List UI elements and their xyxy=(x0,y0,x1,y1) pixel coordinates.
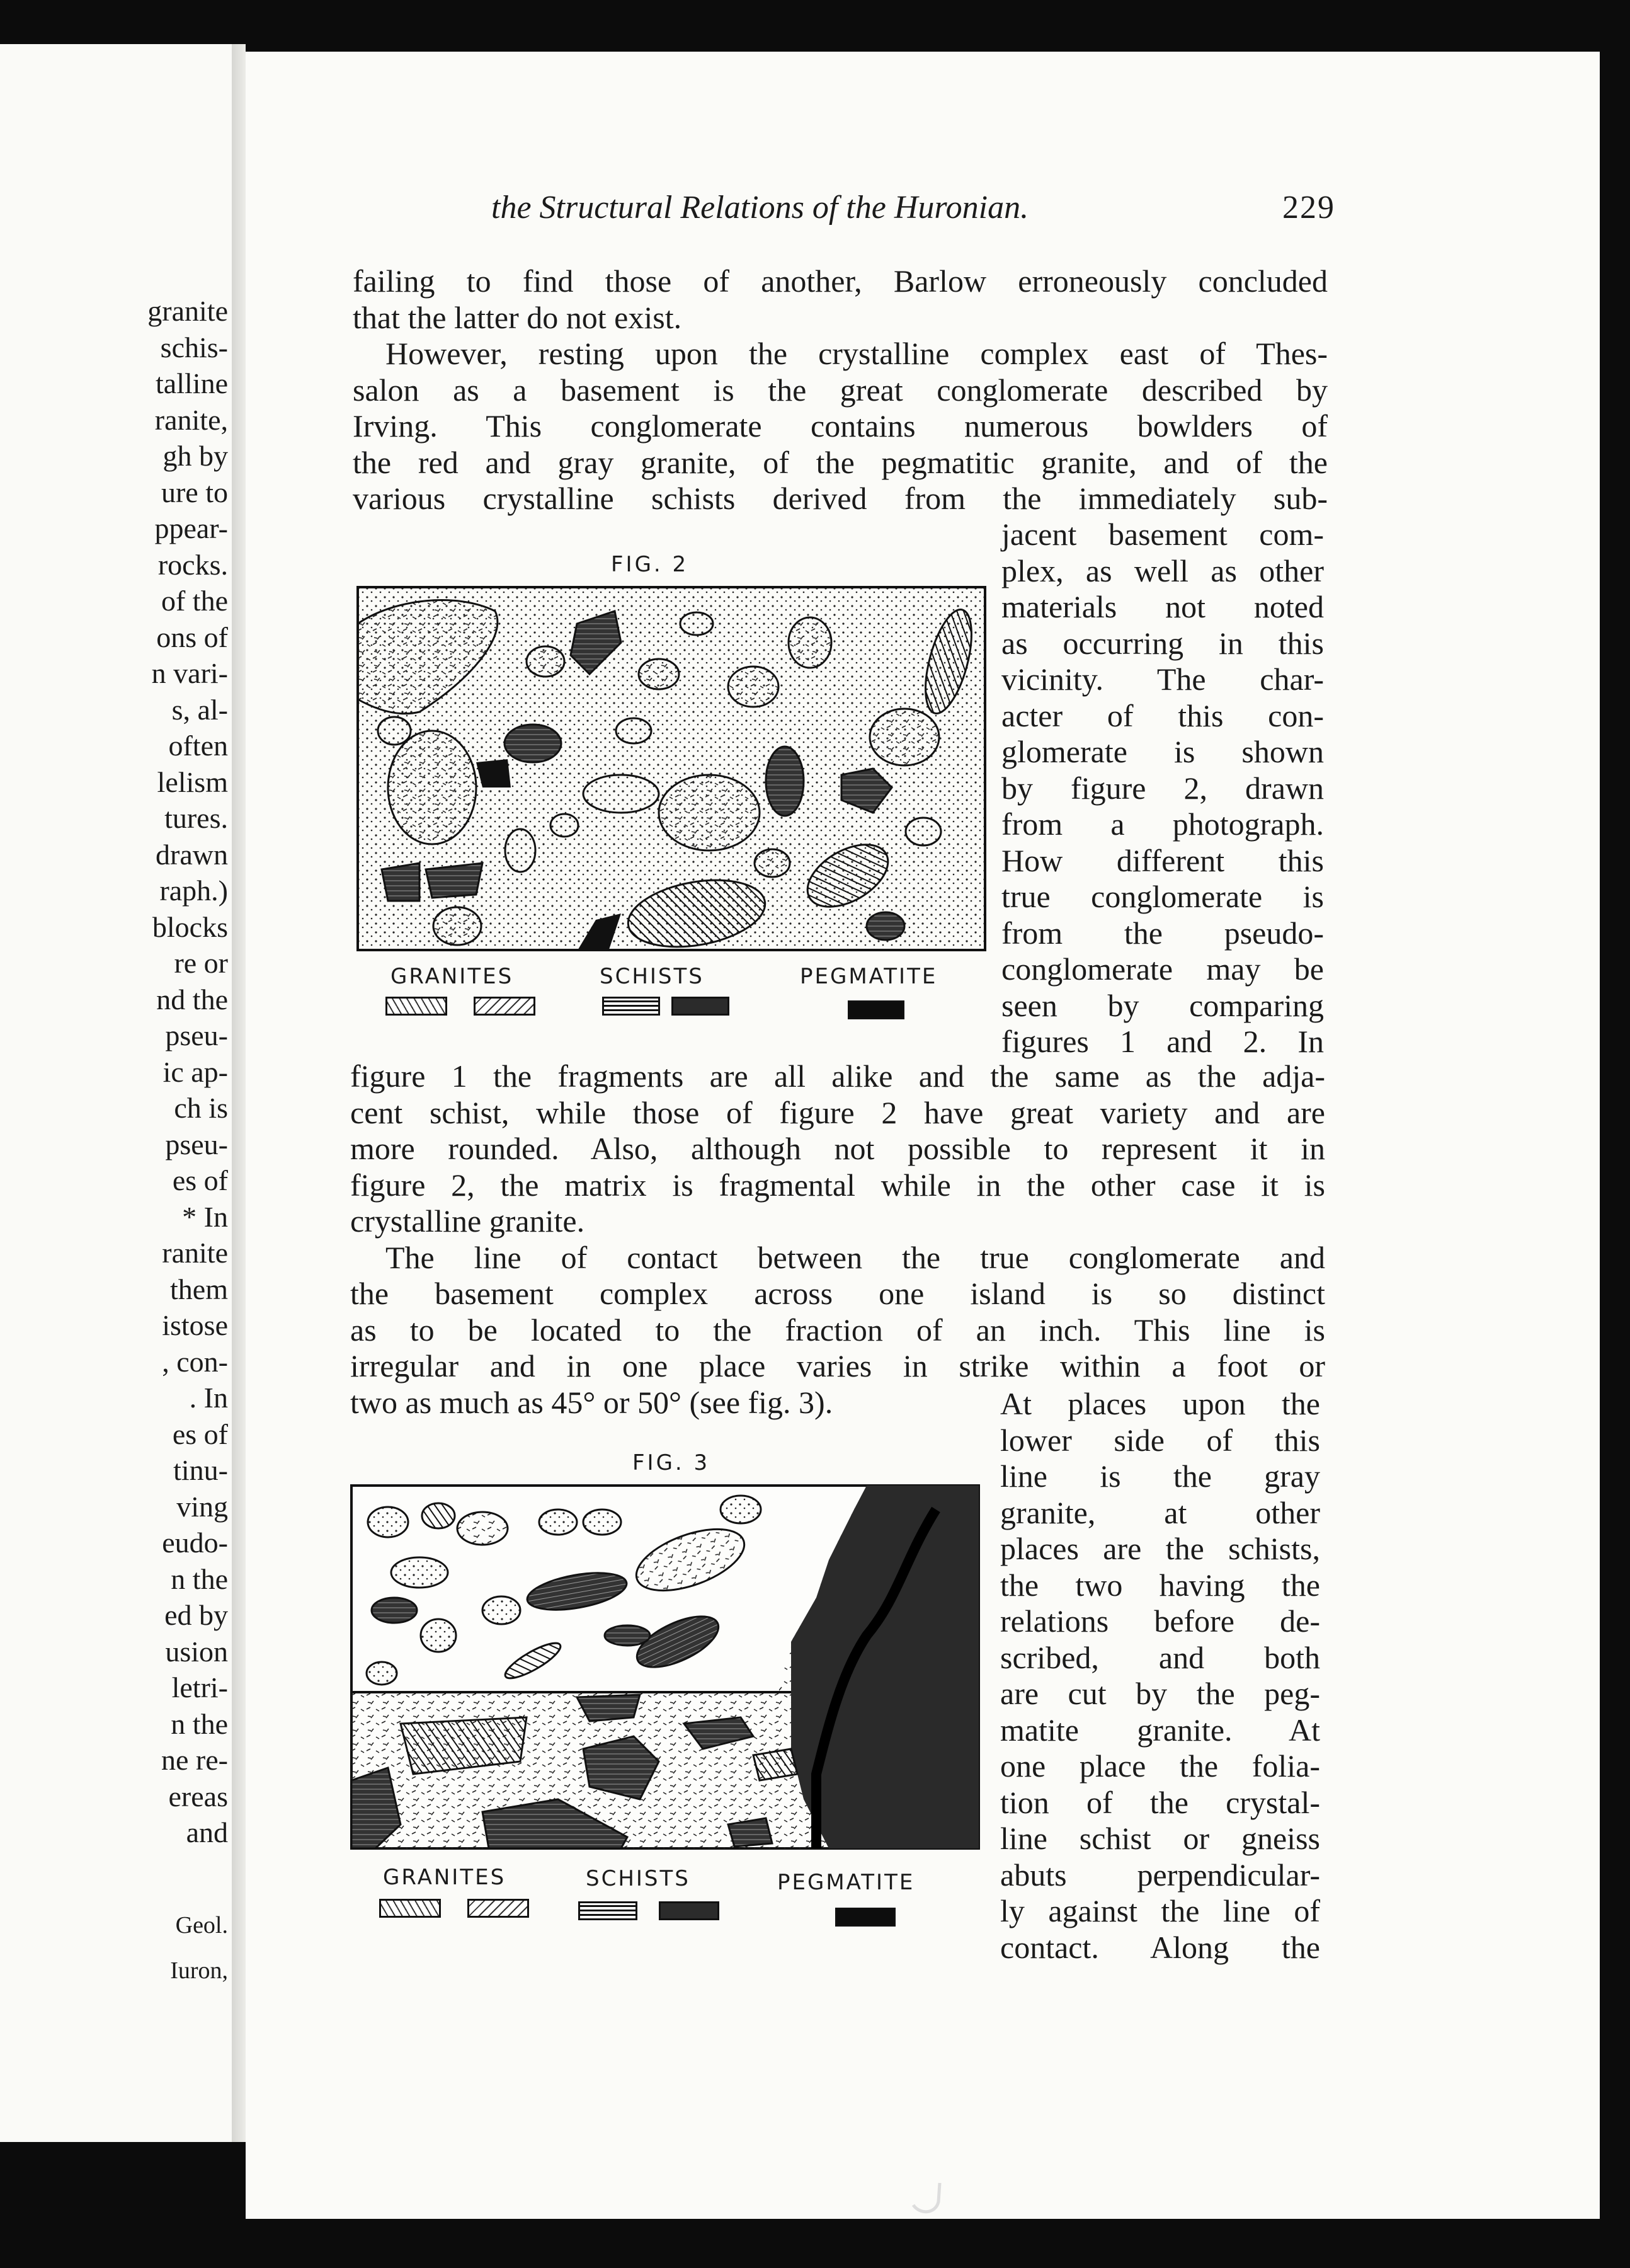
left-footnote-line: Geol. xyxy=(175,1912,228,1939)
text-line: seen by comparing xyxy=(1001,987,1324,1023)
text-line: line schist or gneiss xyxy=(1000,1821,1320,1856)
text-line: Irving. This conglomerate contains numerous bowlders of xyxy=(353,408,1328,444)
left-page-fragment: granite xyxy=(147,295,228,327)
left-page-fragment: eudo- xyxy=(162,1526,228,1559)
text-line: contact. Along the xyxy=(1000,1929,1320,1965)
text-line: granite, at other xyxy=(1000,1494,1320,1530)
left-page-fragment: ereas xyxy=(168,1780,228,1813)
fig2-title: FIG. 2 xyxy=(611,552,689,577)
text-line: abuts perpendicular- xyxy=(1000,1857,1320,1893)
book-gutter xyxy=(232,44,246,2142)
running-head: the Structural Relations of the Huronian. xyxy=(491,190,1029,226)
text-line: from a photograph. xyxy=(1001,806,1324,842)
text-line: How different this xyxy=(1001,842,1324,878)
text-line: as to be located to the fraction of an inch. This line is xyxy=(350,1312,1325,1348)
left-page-fragment: lelism xyxy=(157,765,228,798)
fig2-swatch-granite-gray xyxy=(385,997,447,1016)
fig3-legend-schists: SCHISTS xyxy=(586,1866,690,1891)
left-page xyxy=(0,44,232,2142)
left-page-fragment: istose xyxy=(162,1309,228,1341)
text-line: by figure 2, drawn xyxy=(1001,770,1324,806)
text-line: conglomerate may be xyxy=(1001,951,1324,987)
fig3-legend-pegmatite: PEGMATITE xyxy=(777,1870,915,1895)
fig3-contact-drawing xyxy=(350,1484,980,1850)
left-page-fragment: n the xyxy=(171,1562,228,1595)
text-line: jacent basement com- xyxy=(1001,517,1324,552)
left-page-text-fragments xyxy=(39,293,228,1851)
fig3-swatch-granite-red xyxy=(467,1899,529,1918)
left-page-fragment: es of xyxy=(172,1418,228,1450)
text-line: acter of this con- xyxy=(1001,697,1324,733)
left-page-fragment: and xyxy=(186,1816,228,1848)
left-page-fragment: ed by xyxy=(164,1599,228,1631)
fig3-swatch-schist-banded xyxy=(578,1901,637,1920)
text-line: from the pseudo- xyxy=(1001,915,1324,951)
left-page-fragment: pseu- xyxy=(165,1019,228,1051)
left-page-fragment: tinu- xyxy=(173,1454,228,1486)
body-text-middle xyxy=(350,1058,1325,1421)
text-line: the two having the xyxy=(1000,1567,1320,1603)
text-line: plex, as well as other xyxy=(1001,553,1324,588)
text-line: At places upon the xyxy=(1000,1386,1320,1421)
body-text-beside-fig2 xyxy=(1001,517,1324,1060)
left-page-fragment: re or xyxy=(174,947,228,979)
page-number: 229 xyxy=(1282,190,1335,226)
text-line: relations before de- xyxy=(1000,1603,1320,1639)
bottom-edge-mark xyxy=(907,2180,951,2218)
fig3-legend-granites: GRANITES xyxy=(383,1865,506,1890)
left-page-fragment: nd the xyxy=(156,983,228,1016)
text-line: are cut by the peg- xyxy=(1000,1676,1320,1711)
text-line: vicinity. The char- xyxy=(1001,662,1324,697)
text-line: irregular and in one place varies in strike within a foot or xyxy=(350,1348,1325,1383)
left-page-fragment: n the xyxy=(171,1707,228,1740)
left-page-fragment: ne re- xyxy=(161,1744,228,1776)
text-line: cent schist, while those of figure 2 have great variety and are xyxy=(350,1094,1325,1130)
fig2-legend-schists: SCHISTS xyxy=(600,964,704,989)
text-line: places are the schists, xyxy=(1000,1531,1320,1566)
text-line: line is the gray xyxy=(1000,1458,1320,1494)
text-line: the basement complex across one island is so distinct xyxy=(350,1276,1325,1311)
text-line: glomerate is shown xyxy=(1001,734,1324,769)
text-line: matite granite. At xyxy=(1000,1712,1320,1748)
text-line: one place the folia- xyxy=(1000,1748,1320,1784)
fig2-swatch-granite-red xyxy=(474,997,535,1016)
page-header xyxy=(491,183,1335,233)
text-line: salon as a basement is the great conglomerate described by xyxy=(353,372,1328,408)
text-line: failing to find those of another, Barlow erroneously concluded xyxy=(353,263,1328,299)
left-page-fragment: ving xyxy=(176,1490,228,1523)
left-page-fragment: drawn xyxy=(156,838,228,871)
fig2-legend-pegmatite: PEGMATITE xyxy=(800,964,938,989)
left-page-fragment: , con- xyxy=(162,1345,228,1378)
text-line: materials not noted xyxy=(1001,589,1324,624)
left-page-fragment: ranite, xyxy=(154,403,228,436)
left-page-fragment: s, al- xyxy=(171,693,228,726)
text-line: the red and gray granite, of the pegmatitic granite, and of the xyxy=(353,444,1328,480)
left-footnote-line: Iuron, xyxy=(170,1957,228,1984)
fig3-swatch-pegmatite xyxy=(835,1908,896,1927)
fig3-title: FIG. 3 xyxy=(632,1450,710,1475)
text-line: crystalline granite. xyxy=(350,1203,585,1239)
left-page-fragment: . In xyxy=(189,1382,228,1414)
text-line: ly against the line of xyxy=(1000,1893,1320,1928)
text-line: that the latter do not exist. xyxy=(353,299,682,335)
left-page-fragment: gh by xyxy=(162,440,228,472)
left-page-fragment: schis- xyxy=(160,331,228,364)
left-page-fragment: of the xyxy=(161,585,228,617)
left-page-fragment: raph.) xyxy=(159,874,228,907)
text-line: two as much as 45° or 50° (see fig. 3). xyxy=(350,1384,833,1420)
text-line: as occurring in this xyxy=(1001,625,1324,661)
left-page-fragment: usion xyxy=(165,1635,228,1668)
text-line: The line of contact between the true conglomerate and xyxy=(385,1239,1325,1275)
fig2-swatch-pegmatite xyxy=(848,1000,904,1019)
fig2-conglomerate-drawing xyxy=(356,586,986,951)
left-page-footnote xyxy=(39,1903,228,1993)
left-page-fragment: talline xyxy=(156,367,228,399)
left-page-fragment: ch is xyxy=(174,1092,228,1124)
left-page-fragment: es of xyxy=(172,1164,228,1196)
text-line: scribed, and both xyxy=(1000,1639,1320,1675)
left-page-fragment: ons of xyxy=(156,621,228,653)
fig3-swatch-granite-gray xyxy=(379,1899,441,1918)
left-page-fragment: * In xyxy=(182,1200,228,1233)
left-page-fragment: rocks. xyxy=(157,548,228,581)
left-page-fragment: ure to xyxy=(161,476,228,508)
text-line: various crystalline schists derived from the immediately sub- xyxy=(353,481,1328,516)
left-page-fragment: them xyxy=(170,1273,228,1305)
text-line: figure 1 the fragments are all alike and the same as the adja- xyxy=(350,1058,1325,1094)
text-line: true conglomerate is xyxy=(1001,879,1324,914)
left-page-fragment: letri- xyxy=(171,1671,228,1704)
text-line: figures 1 and 2. In xyxy=(1001,1024,1324,1059)
body-text-beside-fig3 xyxy=(1000,1386,1320,1966)
left-page-fragment: tures. xyxy=(164,802,228,834)
fig2-legend-granites: GRANITES xyxy=(390,964,514,989)
body-text-top xyxy=(353,263,1328,517)
left-page-fragment: ranite xyxy=(162,1237,228,1269)
text-line: figure 2, the matrix is fragmental while in the other case it is xyxy=(350,1167,1325,1203)
fig2-swatch-schist-banded xyxy=(602,997,660,1016)
left-page-fragment: often xyxy=(168,730,228,762)
left-page-fragment: blocks xyxy=(152,910,228,943)
text-line: lower side of this xyxy=(1000,1422,1320,1458)
fig3-swatch-schist-dark xyxy=(659,1901,719,1920)
text-line: tion of the crystal- xyxy=(1000,1784,1320,1820)
left-page-fragment: ppear- xyxy=(154,512,228,544)
text-line: more rounded. Also, although not possible to represent it in xyxy=(350,1131,1325,1166)
text-line: However, resting upon the crystalline complex east of Thes- xyxy=(385,336,1328,371)
left-page-fragment: n vari- xyxy=(151,657,228,689)
left-page-fragment: pseu- xyxy=(165,1128,228,1160)
left-page-fragment: ic ap- xyxy=(162,1055,228,1088)
fig2-swatch-schist-dark xyxy=(671,997,729,1016)
